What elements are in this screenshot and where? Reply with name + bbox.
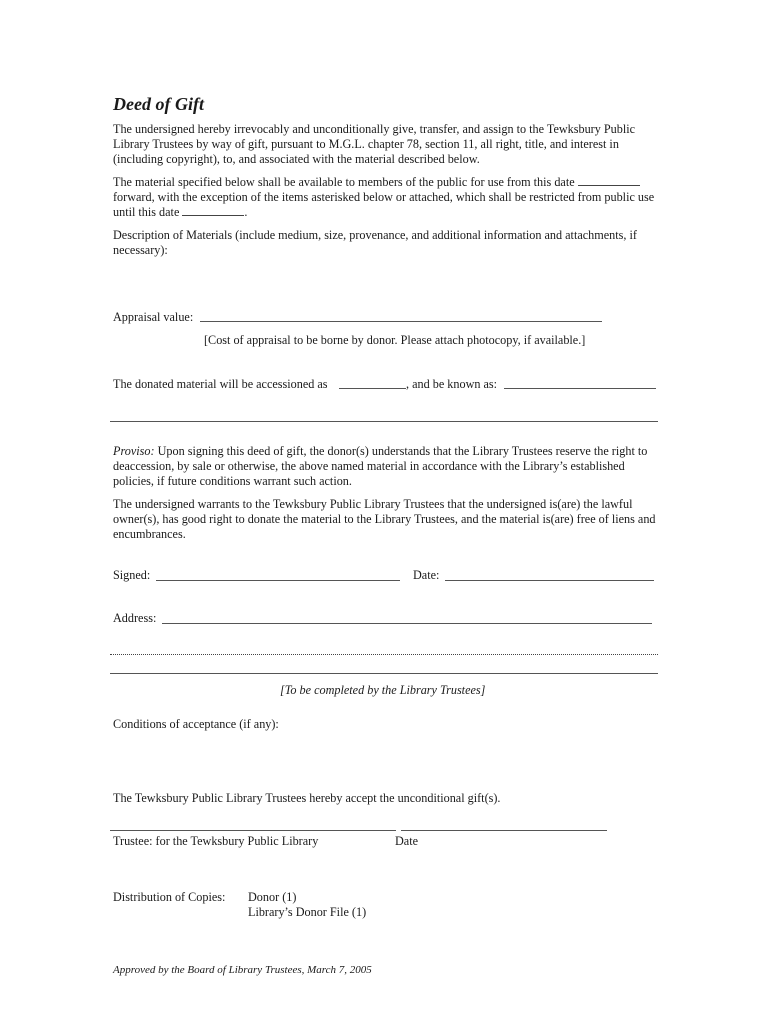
intro-paragraph: The undersigned hereby irrevocably and unconditionally give, transfer, and assign to the Tewksbury Public Library Trustees by way of gift, pursuant to M.G.L. chapter 78, section 11, all right, title, and interest in (including copyright), to, and associated with the material described below. bbox=[113, 122, 636, 166]
availability-text-end: . bbox=[244, 205, 248, 219]
known-as-label: , and be known as: bbox=[406, 377, 498, 391]
page-title: Deed of Gift bbox=[113, 94, 204, 114]
restriction-date-field[interactable] bbox=[182, 205, 244, 216]
availability-paragraph bbox=[113, 175, 658, 220]
appraisal-value-field[interactable] bbox=[200, 321, 602, 322]
appraisal-label: Appraisal value: bbox=[113, 310, 194, 324]
section-divider bbox=[110, 673, 658, 674]
conditions-label: Conditions of acceptance (if any): bbox=[113, 717, 279, 731]
warrant-paragraph: The undersigned warrants to the Tewksbury Public Library Trustees that the undersigned is(are) the lawful owner(s), has good right to donate the material to the Library Trustees, and the material is(are) free of liens and encumbrances. bbox=[113, 497, 656, 541]
known-as-field[interactable] bbox=[504, 388, 656, 389]
availability-text-a: The material specified below shall be available to members of the public for use from this date bbox=[113, 175, 575, 189]
copy-donor: Donor (1) bbox=[248, 890, 297, 904]
distribution-label: Distribution of Copies: bbox=[113, 890, 226, 904]
trustees-note: [To be completed by the Library Trustees] bbox=[280, 683, 486, 697]
proviso-label: Proviso: bbox=[113, 444, 155, 458]
availability-text-b: forward, with the exception of the items asterisked below or attached, which shall be restricted from public use until this date bbox=[113, 190, 655, 219]
copy-library-file: Library’s Donor File (1) bbox=[248, 905, 367, 919]
proviso-paragraph bbox=[113, 444, 658, 489]
address-field[interactable] bbox=[162, 623, 652, 624]
description-paragraph: Description of Materials (include medium, size, provenance, and additional information and attachments, if necessary): bbox=[113, 228, 637, 257]
availability-date-field[interactable] bbox=[578, 175, 640, 186]
signed-label: Signed: bbox=[113, 568, 151, 582]
accession-number-field[interactable] bbox=[339, 388, 406, 389]
accession-label: The donated material will be accessioned as bbox=[113, 377, 328, 391]
proviso-text: Upon signing this deed of gift, the donor(s) understands that the Library Trustees reserve the right to deaccession, by sale or otherwise, the above named material in accordance with the Library’s established policies, if future conditions warrant such action. bbox=[113, 444, 648, 488]
acceptance-text: The Tewksbury Public Library Trustees hereby accept the unconditional gift(s). bbox=[113, 791, 501, 805]
signature-date-field[interactable] bbox=[445, 580, 654, 581]
address-label: Address: bbox=[113, 611, 157, 625]
signature-field[interactable] bbox=[156, 580, 400, 581]
address-line-2[interactable] bbox=[110, 654, 658, 655]
date-label: Date: bbox=[413, 568, 440, 582]
approval-footer: Approved by the Board of Library Trustees, March 7, 2005 bbox=[113, 964, 372, 976]
trustee-date-label: Date bbox=[395, 834, 419, 848]
trustee-signature-field[interactable] bbox=[110, 830, 396, 831]
trustee-date-field[interactable] bbox=[401, 830, 607, 831]
separator-line bbox=[110, 421, 658, 422]
trustee-label: Trustee: for the Tewksbury Public Library bbox=[113, 834, 319, 848]
appraisal-note: [Cost of appraisal to be borne by donor. Please attach photocopy, if available.] bbox=[204, 333, 586, 347]
